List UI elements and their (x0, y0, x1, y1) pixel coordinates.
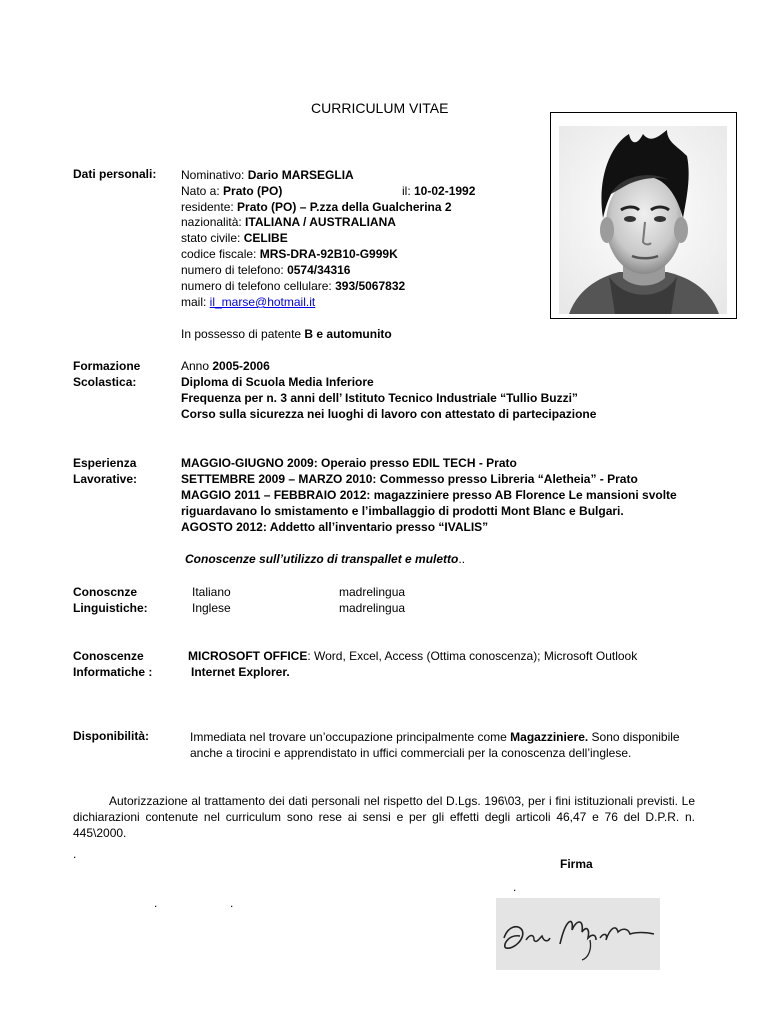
patente-row: In possesso di patente B e automunito (181, 327, 392, 341)
section-label-esperienza: Esperienza Lavorative: (73, 456, 138, 486)
stray-dot: . (513, 880, 517, 894)
esperienza-item: MAGGIO 2011 – FEBBRAIO 2012: magazziniere presso AB Florence Le mansioni svolte (181, 488, 677, 502)
lingua-level: madrelingua (339, 601, 406, 615)
esperienza-note: Conoscenze sull’utilizzo di transpallet e muletto.. (185, 552, 466, 566)
section-label-disponibilita: Disponibilità: (73, 729, 149, 743)
nascita-row: Nato a: Prato (PO) (181, 184, 283, 198)
lingua-name: Inglese (192, 601, 231, 615)
stato-civile-row: stato civile: CELIBE (181, 231, 288, 245)
telefono-row: numero di telefono: 0574/34316 (181, 263, 351, 277)
nominativo-row: Nominativo: Dario MARSEGLIA (181, 168, 354, 182)
firma-label: Firma (560, 857, 593, 871)
formazione-diploma: Diploma di Scuola Media Inferiore (181, 375, 374, 389)
informatica-ie: Internet Explorer. (191, 665, 290, 679)
lingua-level: madrelingua (339, 585, 406, 599)
esperienza-item: MAGGIO-GIUGNO 2009: Operaio presso EDIL TECH - Prato (181, 456, 517, 470)
section-label-formazione: Formazione Scolastica: (73, 359, 141, 389)
mail-row: mail: il_marse@hotmail.it (181, 295, 316, 309)
formazione-corso: Corso sulla sicurezza nei luoghi di lavoro con attestato di partecipazione (181, 407, 597, 421)
esperienza-item: AGOSTO 2012: Addetto all’inventario presso “IVALIS” (181, 520, 489, 534)
nazionalita-row: nazionalità: ITALIANA / AUSTRALIANA (181, 215, 396, 229)
data-nascita: il: 10-02-1992 (402, 184, 476, 198)
autorizzazione-paragraph: Autorizzazione al trattamento dei dati personali nel rispetto del D.Lgs. 196\03, per i fini istituzionali previsti. Le dichiarazioni contenute nel curriculum sono rese ai sensi e per gli effetti degli articoli 46,47 e 76 del D.P.R. n. 445\2000. (73, 794, 695, 840)
esperienza-item: riguardavano lo smistamento e l’imballaggio di prodotti Mont Blanc e Bulgari. (181, 504, 624, 518)
informatica-office: MICROSOFT OFFICE: Word, Excel, Access (Ottima conoscenza); Microsoft Outlook (188, 649, 638, 663)
stray-dot: . (73, 847, 77, 861)
profile-photo (559, 126, 727, 314)
formazione-anno: Anno 2005-2006 (181, 359, 270, 373)
esperienza-item: SETTEMBRE 2009 – MARZO 2010: Commesso presso Libreria “Aletheia” - Prato (181, 472, 638, 486)
email-link[interactable]: il_marse@hotmail.it (209, 295, 316, 309)
stray-dot: . (154, 896, 158, 910)
cellulare-row: numero di telefono cellulare: 393/5067832 (181, 279, 406, 293)
disponibilita-line1: Immediata nel trovare un’occupazione principalmente come Magazziniere. Sono disponibile (190, 730, 680, 744)
formazione-istituto: Frequenza per n. 3 anni dell’ Istituto Tecnico Industriale “Tullio Buzzi” (181, 391, 578, 405)
residenza-row: residente: Prato (PO) – P.zza della Gualcherina 2 (181, 200, 452, 214)
lingua-name: Italiano (192, 585, 231, 599)
stray-dot: . (230, 896, 234, 910)
signature-image (496, 898, 660, 970)
disponibilita-line2: anche a tirocini e apprendistato in uffici commerciali per la conoscenza dell’inglese. (190, 746, 632, 760)
section-label-lingue: Conoscnze Linguistiche: (73, 585, 148, 615)
section-label-informatica: Conoscenze Informatiche : (73, 649, 153, 679)
page-title: CURRICULUM VITAE (311, 100, 449, 116)
section-label-dati-personali: Dati personali: (73, 167, 157, 181)
codice-fiscale-row: codice fiscale: MRS-DRA-92B10-G999K (181, 247, 398, 261)
